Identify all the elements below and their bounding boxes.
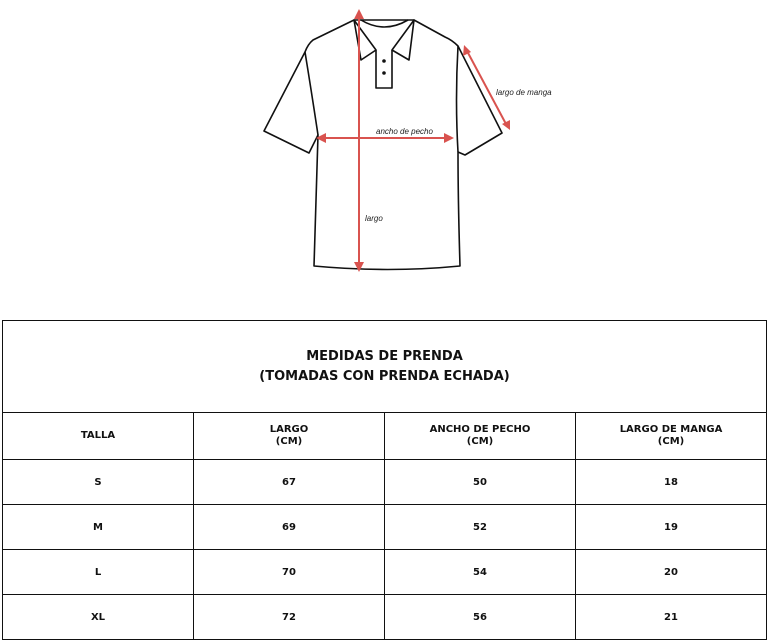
header-manga-label: LARGO DE MANGA	[619, 424, 723, 435]
cell-length: 72	[194, 595, 385, 640]
polo-measurement-diagram	[0, 0, 768, 300]
table-title-line-1: MEDIDAS DE PRENDA	[306, 348, 463, 364]
size-chart-table	[2, 320, 767, 640]
chest-width-label: ancho de pecho	[376, 127, 433, 136]
table-title	[3, 321, 767, 413]
cell-chest-width: 56	[385, 595, 576, 640]
cell-sleeve-length: 21	[576, 595, 767, 640]
header-largo-de-manga	[576, 413, 767, 460]
cell-sleeve-length: 18	[576, 460, 767, 505]
table-row	[3, 595, 767, 640]
table-row	[3, 505, 767, 550]
cell-size: M	[3, 505, 194, 550]
table-header-row	[3, 413, 767, 460]
header-talla-label: TALLA	[80, 430, 116, 441]
header-ancho-unit: (CM)	[466, 436, 494, 447]
cell-size: L	[3, 550, 194, 595]
header-largo-unit: (CM)	[275, 436, 303, 447]
cell-chest-width: 54	[385, 550, 576, 595]
header-talla	[3, 413, 194, 460]
cell-chest-width: 52	[385, 505, 576, 550]
header-ancho-label: ANCHO DE PECHO	[429, 424, 531, 435]
cell-size: XL	[3, 595, 194, 640]
table-row	[3, 460, 767, 505]
table-title-line-2: (TOMADAS CON PRENDA ECHADA)	[259, 368, 510, 384]
table-row	[3, 550, 767, 595]
cell-length: 67	[194, 460, 385, 505]
cell-size: S	[3, 460, 194, 505]
header-manga-unit: (CM)	[657, 436, 685, 447]
sleeve-length-label: largo de manga	[496, 88, 552, 97]
length-label: largo	[365, 214, 383, 223]
header-largo	[194, 413, 385, 460]
cell-chest-width: 50	[385, 460, 576, 505]
cell-sleeve-length: 20	[576, 550, 767, 595]
cell-length: 70	[194, 550, 385, 595]
header-ancho-de-pecho	[385, 413, 576, 460]
header-largo-label: LARGO	[269, 424, 309, 435]
polo-shirt-outline	[264, 20, 502, 270]
cell-sleeve-length: 19	[576, 505, 767, 550]
cell-length: 69	[194, 505, 385, 550]
table-title-row	[3, 321, 767, 413]
